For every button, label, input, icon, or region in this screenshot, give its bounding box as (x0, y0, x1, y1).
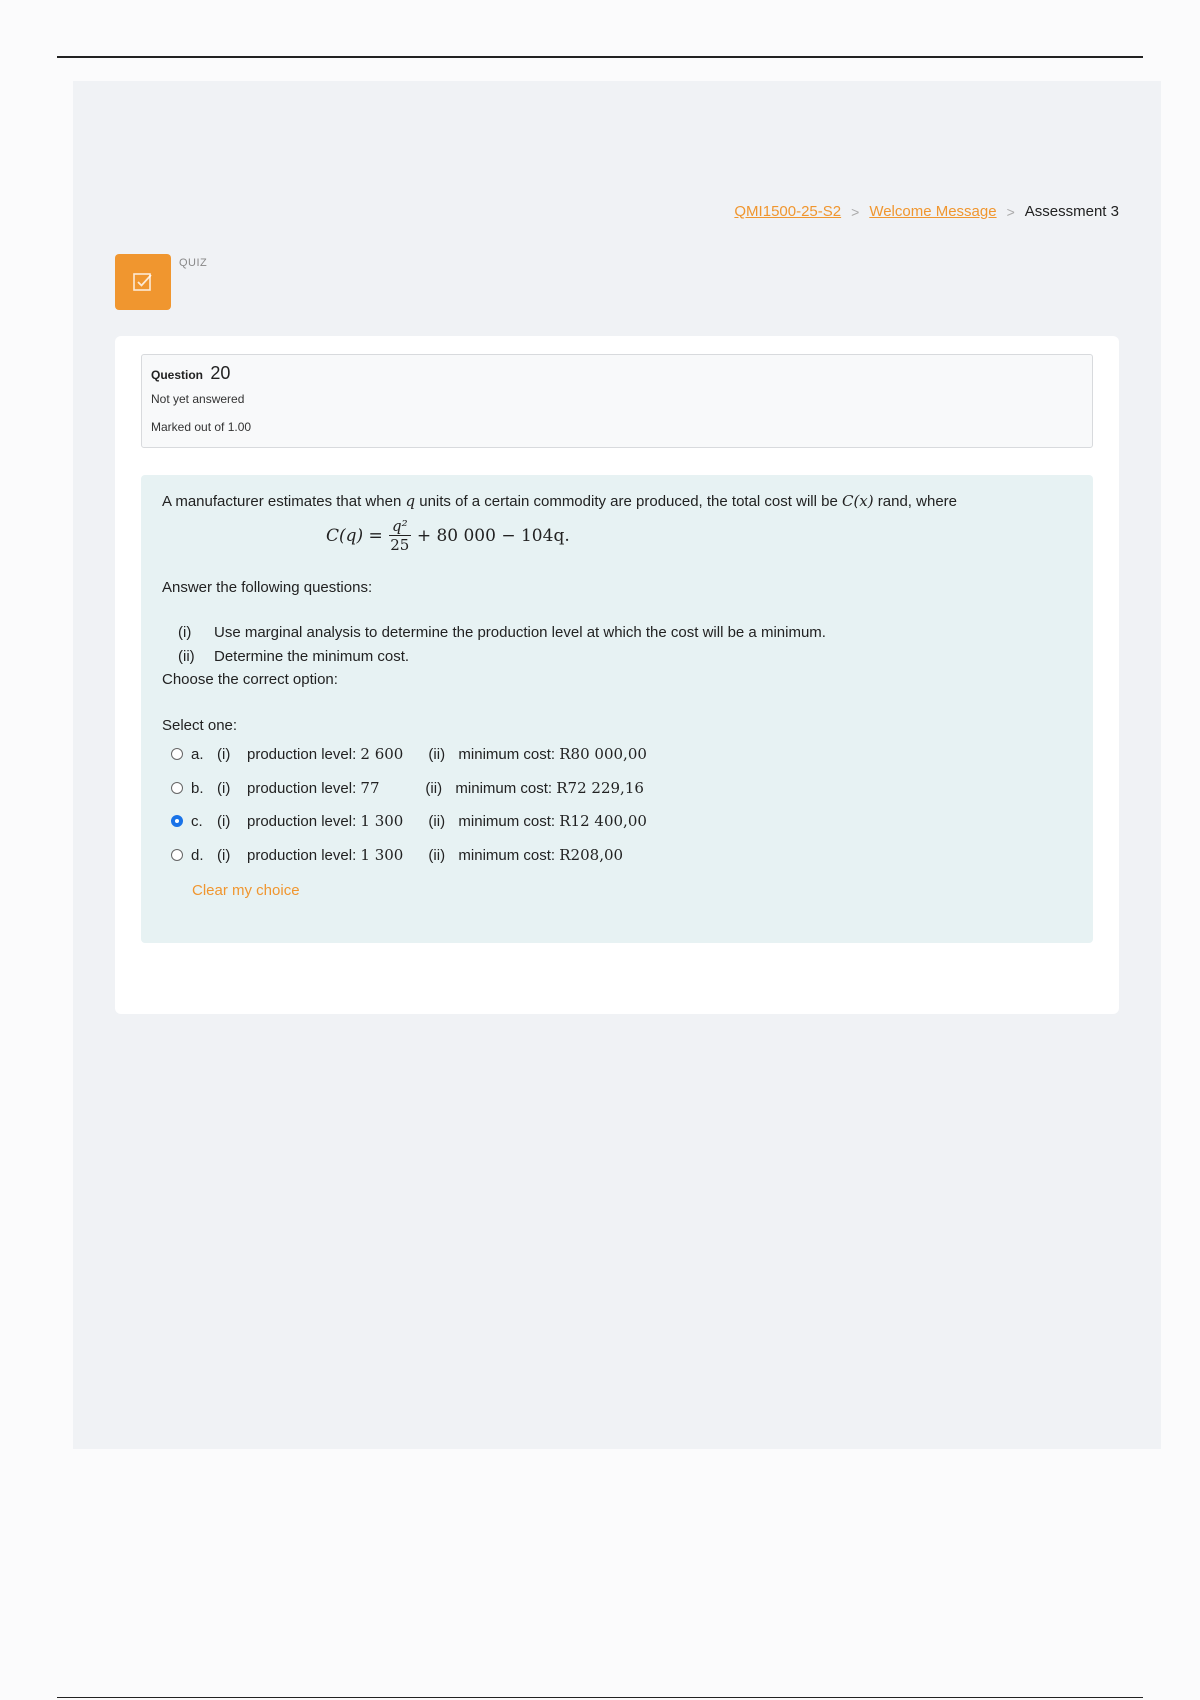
answer-option-a[interactable] (171, 745, 647, 763)
item-text: Use marginal analysis to determine the production level at which the cost will be a minimum. (214, 624, 826, 641)
answer-option-d[interactable] (171, 846, 623, 864)
question-items (178, 621, 826, 669)
choose-instruction: Choose the correct option: (162, 671, 338, 688)
option-sub-ii: (ii) (428, 812, 446, 830)
chevron-right-icon: > (851, 203, 860, 220)
item-roman: (i) (178, 624, 192, 641)
option-sub-ii: (ii) (428, 745, 446, 763)
answer-option-c[interactable] (171, 812, 647, 830)
question-intro (162, 491, 1082, 512)
option-level: 1 300 (360, 846, 404, 864)
question-body (141, 475, 1093, 943)
breadcrumb-link-course[interactable]: QMI1500-25-S2 (734, 203, 842, 220)
option-letter: a. (191, 745, 204, 763)
option-sub-i: (i) (217, 846, 231, 864)
cost-function: C(x) (841, 492, 874, 510)
radio-a[interactable] (171, 748, 183, 760)
question-card (115, 336, 1119, 1014)
cost-formula (326, 517, 570, 554)
option-level-label: production level: (247, 812, 357, 830)
radio-d[interactable] (171, 849, 183, 861)
item-text: Determine the minimum cost. (214, 648, 410, 665)
question-number-value: 20 (210, 363, 231, 383)
option-sub-ii: (ii) (428, 846, 446, 864)
intro-text-3: rand, where (877, 493, 957, 510)
option-level-label: production level: (247, 846, 357, 864)
option-cost-label: minimum cost: (458, 812, 556, 830)
question-state: Not yet answered (151, 392, 245, 406)
radio-c[interactable] (171, 815, 183, 827)
answer-option-b[interactable] (171, 779, 644, 797)
bottom-rule (57, 1697, 1143, 1698)
option-cost-label: minimum cost: (458, 846, 556, 864)
radio-b[interactable] (171, 782, 183, 794)
option-sub-i: (i) (217, 745, 231, 763)
breadcrumb-link-welcome[interactable]: Welcome Message (869, 203, 997, 220)
question-prompt: Answer the following questions: (162, 579, 373, 596)
option-letter: d. (191, 846, 204, 864)
item-roman: (ii) (178, 648, 195, 665)
option-sub-ii: (ii) (425, 779, 443, 797)
option-level: 2 600 (360, 745, 404, 763)
top-rule (57, 56, 1143, 58)
breadcrumb-current: Assessment 3 (1024, 203, 1119, 220)
chevron-right-icon: > (1006, 203, 1015, 220)
var-q: q (405, 492, 416, 510)
formula-rest: + 80 000 − 104q. (416, 525, 570, 546)
list-item (178, 621, 826, 645)
list-item (178, 645, 826, 669)
clear-choice-link[interactable]: Clear my choice (192, 882, 300, 899)
option-cost: R80 000,00 (559, 745, 647, 763)
activity-type-label: QUIZ (179, 257, 208, 269)
question-info-box (141, 354, 1093, 448)
question-label: Question (151, 368, 204, 382)
option-sub-i: (i) (217, 812, 231, 830)
quiz-checkbox-icon (115, 254, 171, 310)
option-letter: b. (191, 779, 204, 797)
option-cost-label: minimum cost: (458, 745, 556, 763)
question-marks: Marked out of 1.00 (151, 420, 252, 434)
option-level: 1 300 (360, 812, 404, 830)
formula-denominator: 25 (390, 536, 410, 554)
breadcrumb (734, 203, 1119, 220)
formula-lhs: C(q) = (326, 525, 383, 546)
question-number (151, 363, 230, 384)
option-cost: R208,00 (559, 846, 624, 864)
option-sub-i: (i) (217, 779, 231, 797)
option-cost: R12 400,00 (559, 812, 647, 830)
page-area (73, 81, 1161, 1449)
intro-text-1: A manufacturer estimates that when (162, 493, 402, 510)
option-cost: R72 229,16 (556, 779, 644, 797)
option-cost-label: minimum cost: (455, 779, 553, 797)
option-letter: c. (191, 812, 203, 830)
select-one-label: Select one: (162, 717, 238, 734)
formula-numerator: q² (392, 517, 408, 535)
formula-fraction (389, 517, 411, 554)
option-level-label: production level: (247, 779, 357, 797)
intro-text-2: units of a certain commodity are produced, the total cost will be (419, 493, 838, 510)
option-level-label: production level: (247, 745, 357, 763)
option-level: 77 (360, 779, 380, 797)
